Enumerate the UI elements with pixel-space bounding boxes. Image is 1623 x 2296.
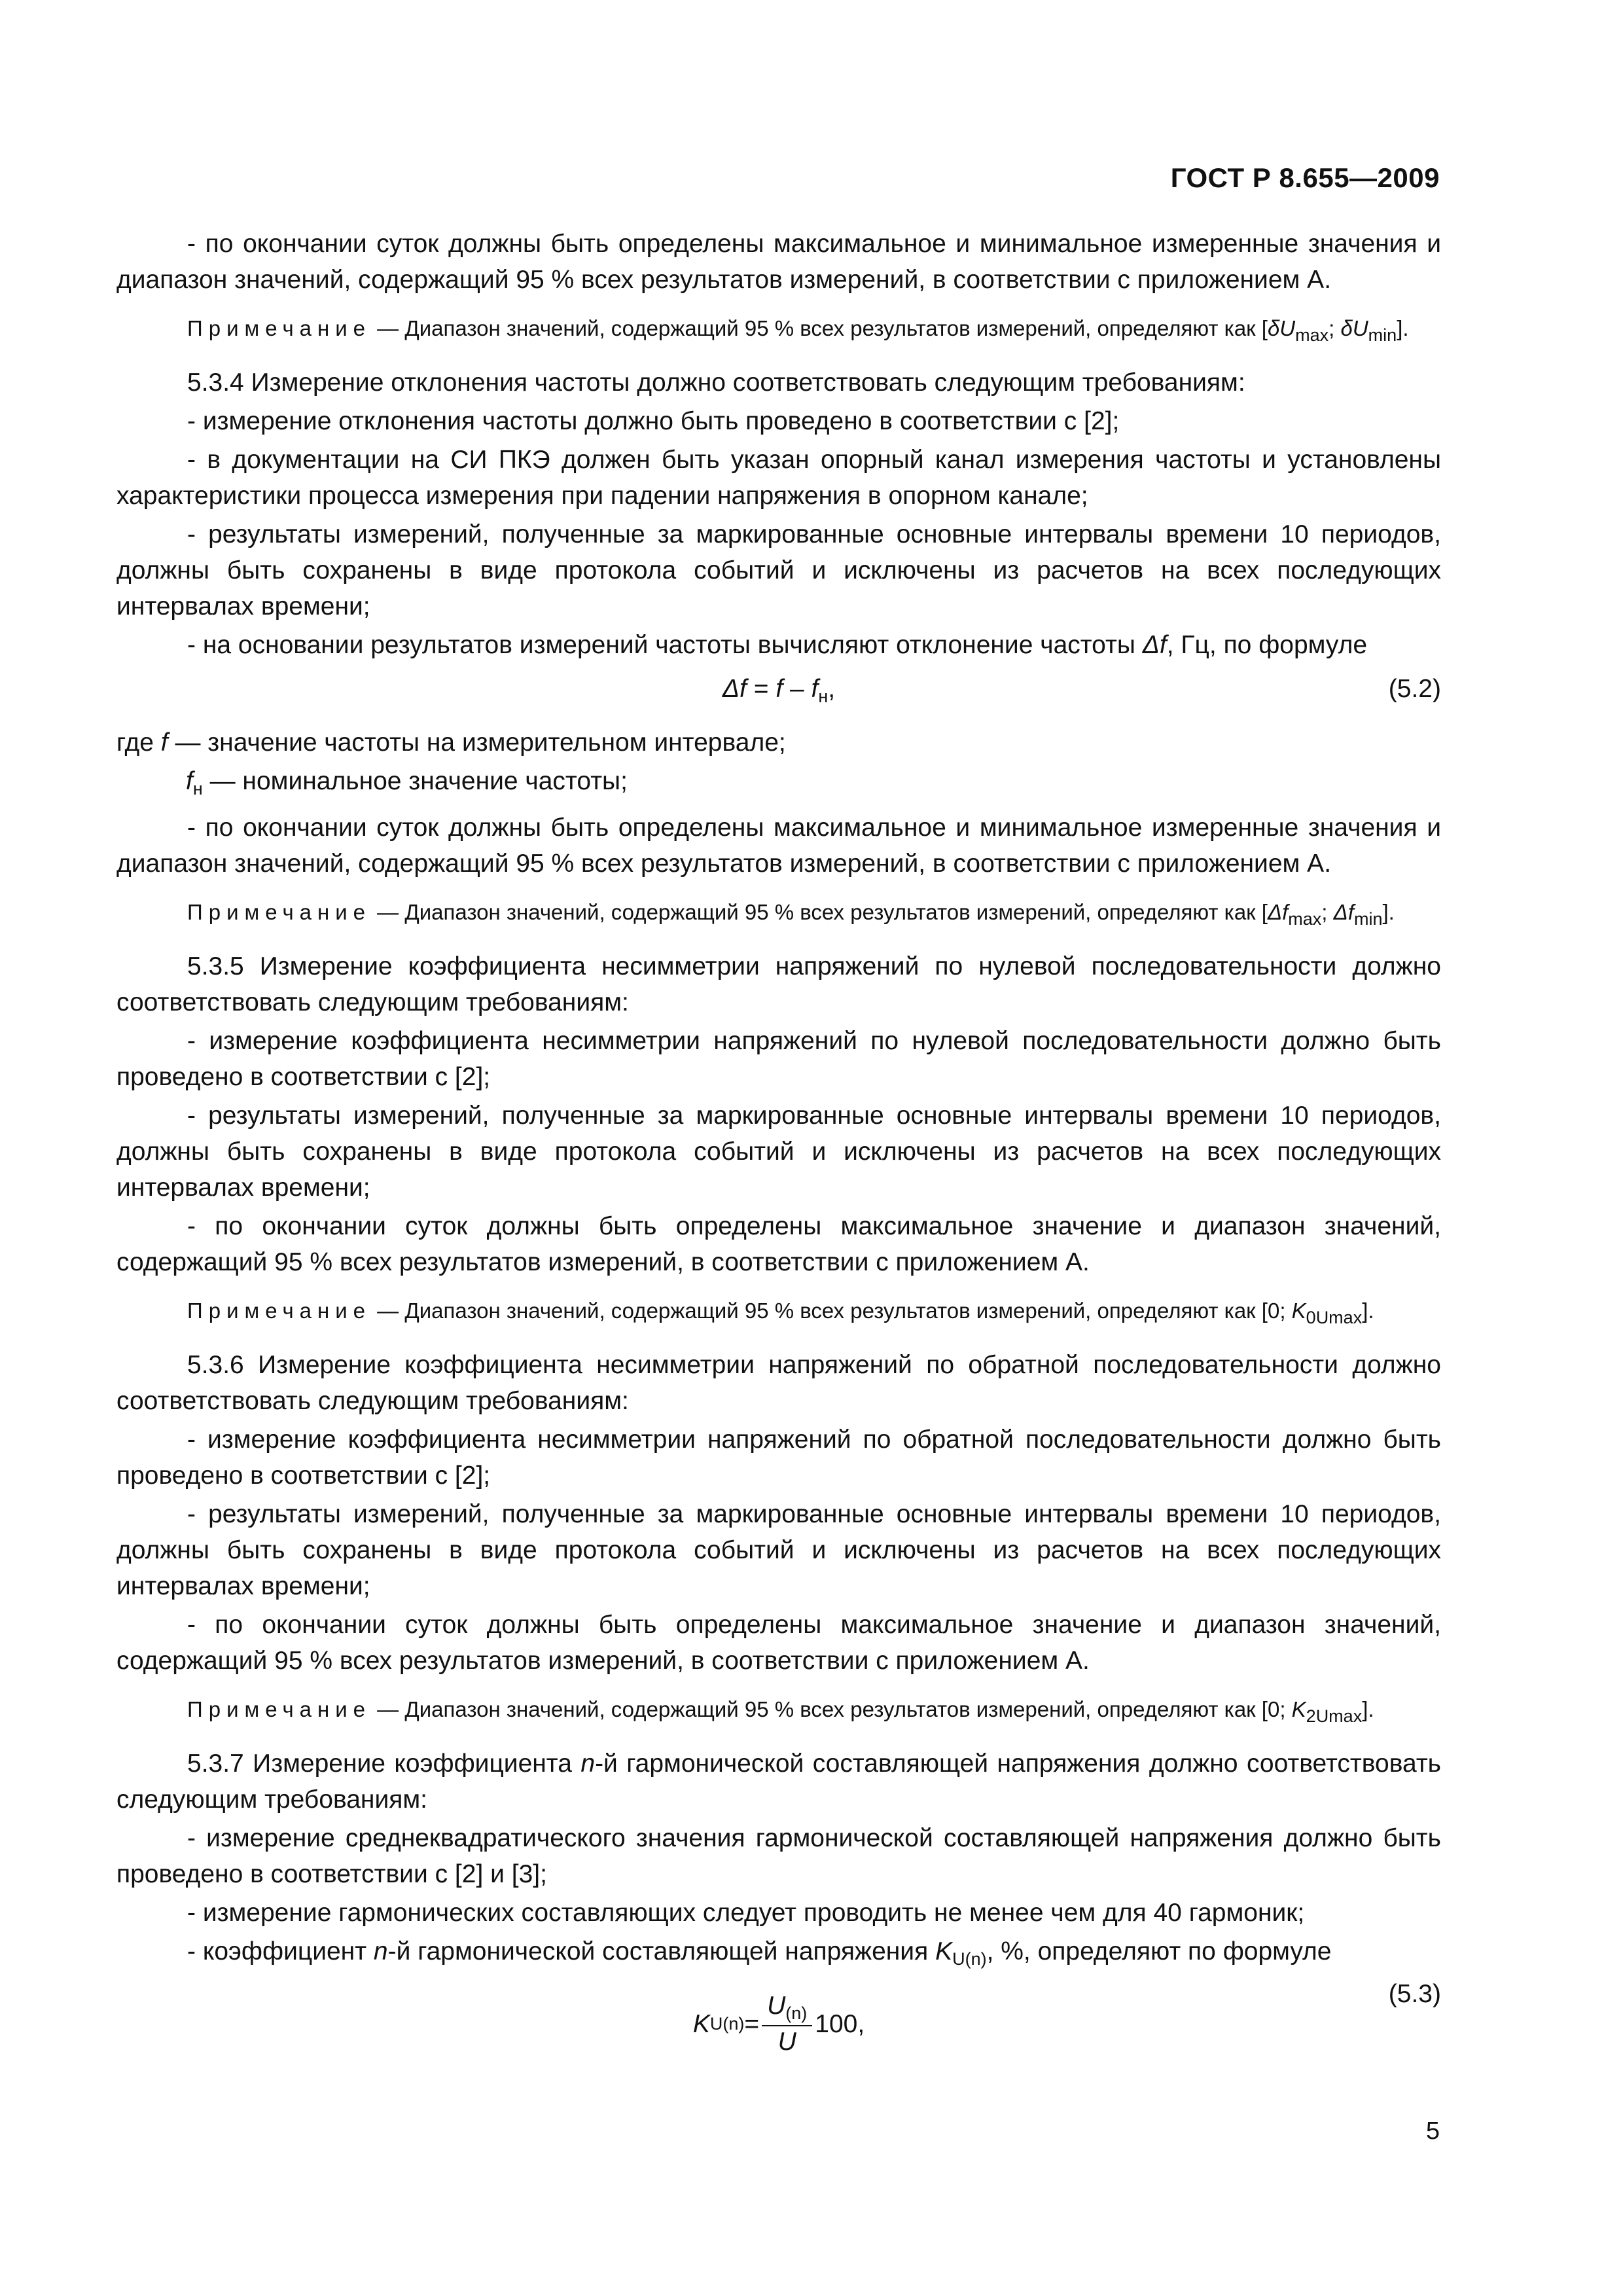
list-item: - измерение отклонения частоты должно быть проведено в соответствии с [2]; [187,407,1120,435]
list-item: - по окончании суток должны быть определены максимальное значение и диапазон значений, содержащий 95 % всех результатов измерений, в соответствии с приложением А. [116,1212,1441,1276]
document-body [116,226,1441,2078]
where-clause: $f_н$ — номинальное значение частоты; [186,767,628,798]
equation-number: (5.2) [1388,675,1441,703]
section-5-3-7-title: 5.3.7 Измерение коэффициента n-й гармонической составляющей напряжения должно соответствовать следующим требованиям: [116,1749,1441,1814]
equation-expression: K U(n) = $\frac{U_{(n)}}{U}$ 100, [692,1992,865,2056]
note: Примечание — Диапазон значений, содержащий 95 % всех результатов измерений, определяют как [$\delta U_{max}$; $\delta U_{min}$]. [187,316,1409,345]
where-clause: где f — значение частоты на измерительном интервале; [116,728,786,757]
equation-5-2 [116,666,1441,725]
list-item: - по окончании суток должны быть определены максимальное значение и диапазон значений, содержащий 95 % всех результатов измерений, в соответствии с приложением А. [116,1611,1441,1675]
list-item: - по окончании суток должны быть определены максимальное и минимальное измеренные значения и диапазон значений, содержащий 95 % всех результатов измерений, в соответствии с приложением А. [116,814,1441,878]
list-item: - результаты измерений, полученные за маркированные основные интервалы времени 10 периодов, должны быть сохранены в виде протокола событий и исключены из расчетов на всех последующих интервалах времени; [116,1102,1441,1202]
page-number: 5 [1425,2117,1440,2145]
list-item: - измерение коэффициента несимметрии напряжений по нулевой последовательности должно быть проведено в соответствии с [2]; [116,1027,1441,1091]
paragraph: - по окончании суток должны быть определены максимальное и минимальное измеренные значения и диапазон значений, содержащий 95 % всех результатов измерений, в соответствии с приложением А. [116,230,1441,294]
section-5-3-4-title: 5.3.4 Измерение отклонения частоты должно соответствовать следующим требованиям: [187,368,1245,397]
section-5-3-6-title: 5.3.6 Измерение коэффициента несимметрии напряжений по обратной последовательности должно соответствовать следующим требованиям: [116,1351,1441,1415]
list-item: - результаты измерений, полученные за маркированные основные интервалы времени 10 периодов, должны быть сохранены в виде протокола событий и исключены из расчетов на всех последующих интервалах времени; [116,1500,1441,1600]
equation-number: (5.3) [1388,1980,1441,2008]
list-item: - в документации на СИ ПКЭ должен быть указан опорный канал измерения частоты и установлены характеристики процесса измерения при падении напряжения в опорном канале; [116,446,1441,510]
list-item: - измерение среднеквадратического значения гармонической составляющей напряжения должно быть проведено в соответствии с [2] и [3]; [116,1824,1441,1888]
list-item: - измерение гармонических составляющих следует проводить не менее чем для 40 гармоник; [187,1899,1305,1927]
formula-intro: - коэффициент n-й гармонической составляющей напряжения $K_{U(n)}$, %, определяют по формуле [187,1937,1332,1969]
document-header: ГОСТ Р 8.655—2009 [1170,162,1440,193]
equation-expression: $\Delta f = f - f_н$, [722,675,836,706]
note: Примечание — Диапазон значений, содержащий 95 % всех результатов измерений, определяют как [$\Delta f_{max}$; $\Delta f_{min}$]. [187,900,1395,929]
list-item: - измерение коэффициента несимметрии напряжений по обратной последовательности должно быть проведено в соответствии с [2]; [116,1426,1441,1490]
section-5-3-5-title: 5.3.5 Измерение коэффициента несимметрии напряжений по нулевой последовательности должно соответствовать следующим требованиям: [116,952,1441,1016]
equation-5-3 [116,1980,1441,2078]
list-item: - результаты измерений, полученные за маркированные основные интервалы времени 10 периодов, должны быть сохранены в виде протокола событий и исключены из расчетов на всех последующих интервалах времени; [116,520,1441,620]
note: Примечание — Диапазон значений, содержащий 95 % всех результатов измерений, определяют как [0; $K_{0Umax}$]. [187,1299,1374,1327]
fraction: $\frac{U_{(n)}}{U}$ [762,1992,812,2056]
formula-intro: - на основании результатов измерений частоты вычисляют отклонение частоты Δf, Гц, по формуле [187,631,1368,659]
note: Примечание — Диапазон значений, содержащий 95 % всех результатов измерений, определяют как [0; $K_{2Umax}$]. [187,1697,1374,1726]
